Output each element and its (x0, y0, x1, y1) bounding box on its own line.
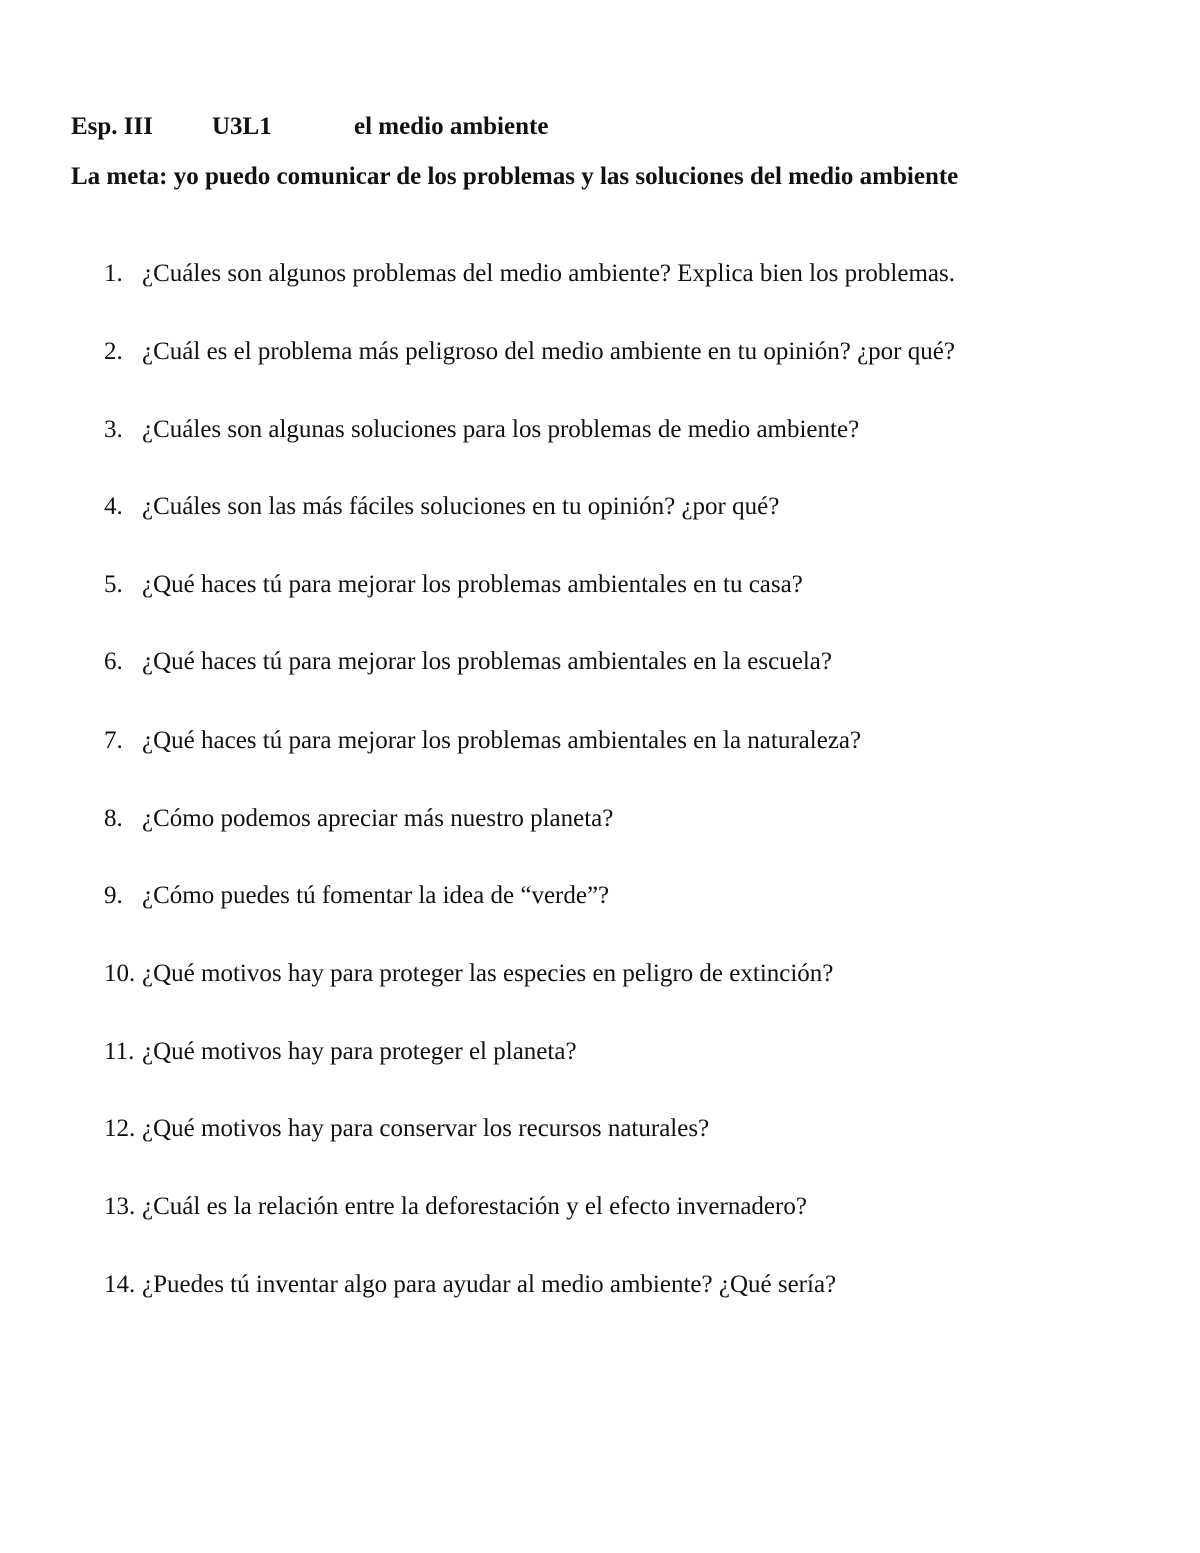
question-item (104, 957, 833, 991)
question-item (104, 645, 832, 679)
question-number: 10. (104, 960, 136, 987)
question-text: ¿Qué haces tú para mejorar los problemas ambientales en tu casa? (142, 571, 803, 598)
question-text: ¿Cuál es la relación entre la deforestación y el efecto invernadero? (142, 1193, 807, 1220)
question-number: 6. (104, 648, 123, 675)
question-number: 2. (104, 338, 123, 365)
question-item (104, 724, 861, 758)
question-text: ¿Puedes tú inventar algo para ayudar al medio ambiente? ¿Qué sería? (142, 1271, 837, 1298)
question-number: 14. (104, 1271, 136, 1298)
question-item (104, 1268, 836, 1302)
question-number: 1. (104, 260, 123, 287)
question-text: ¿Cómo puedes tú fomentar la idea de “verde”? (142, 882, 610, 909)
question-item (104, 1035, 577, 1069)
question-text: ¿Cuáles son algunos problemas del medio ambiente? Explica bien los problemas. (142, 260, 955, 287)
question-item (104, 879, 609, 913)
question-number: 11. (104, 1038, 135, 1065)
question-item (104, 413, 859, 447)
question-item (104, 490, 779, 524)
question-number: 13. (104, 1193, 136, 1220)
question-text: ¿Cuál es el problema más peligroso del medio ambiente en tu opinión? ¿por qué? (142, 338, 955, 365)
question-item (104, 802, 613, 836)
question-number: 5. (104, 571, 123, 598)
question-number: 7. (104, 727, 123, 754)
question-number: 9. (104, 882, 123, 909)
question-number: 3. (104, 416, 123, 443)
question-text: ¿Cuáles son algunas soluciones para los problemas de medio ambiente? (142, 416, 860, 443)
question-text: ¿Qué motivos hay para conservar los recursos naturales? (142, 1115, 710, 1142)
question-number: 8. (104, 805, 123, 832)
question-item (104, 568, 803, 602)
question-text: ¿Qué haces tú para mejorar los problemas ambientales en la escuela? (142, 648, 832, 675)
learning-goal: La meta: yo puedo comunicar de los problemas y las soluciones del medio ambiente (71, 163, 959, 190)
question-number: 4. (104, 493, 123, 520)
question-text: ¿Qué haces tú para mejorar los problemas ambientales en la naturaleza? (142, 727, 862, 754)
topic-title: el medio ambiente (354, 113, 549, 140)
unit-label: U3L1 (212, 113, 272, 140)
question-item (104, 1190, 807, 1224)
question-text: ¿Qué motivos hay para proteger el planeta? (142, 1038, 577, 1065)
question-text: ¿Cuáles son las más fáciles soluciones en tu opinión? ¿por qué? (142, 493, 780, 520)
question-text: ¿Qué motivos hay para proteger las especies en peligro de extinción? (142, 960, 834, 987)
question-text: ¿Cómo podemos apreciar más nuestro planeta? (142, 805, 614, 832)
course-name: Esp. III (71, 113, 153, 140)
question-number: 12. (104, 1115, 136, 1142)
question-item (104, 335, 955, 369)
question-item (104, 257, 955, 291)
question-item (104, 1112, 709, 1146)
